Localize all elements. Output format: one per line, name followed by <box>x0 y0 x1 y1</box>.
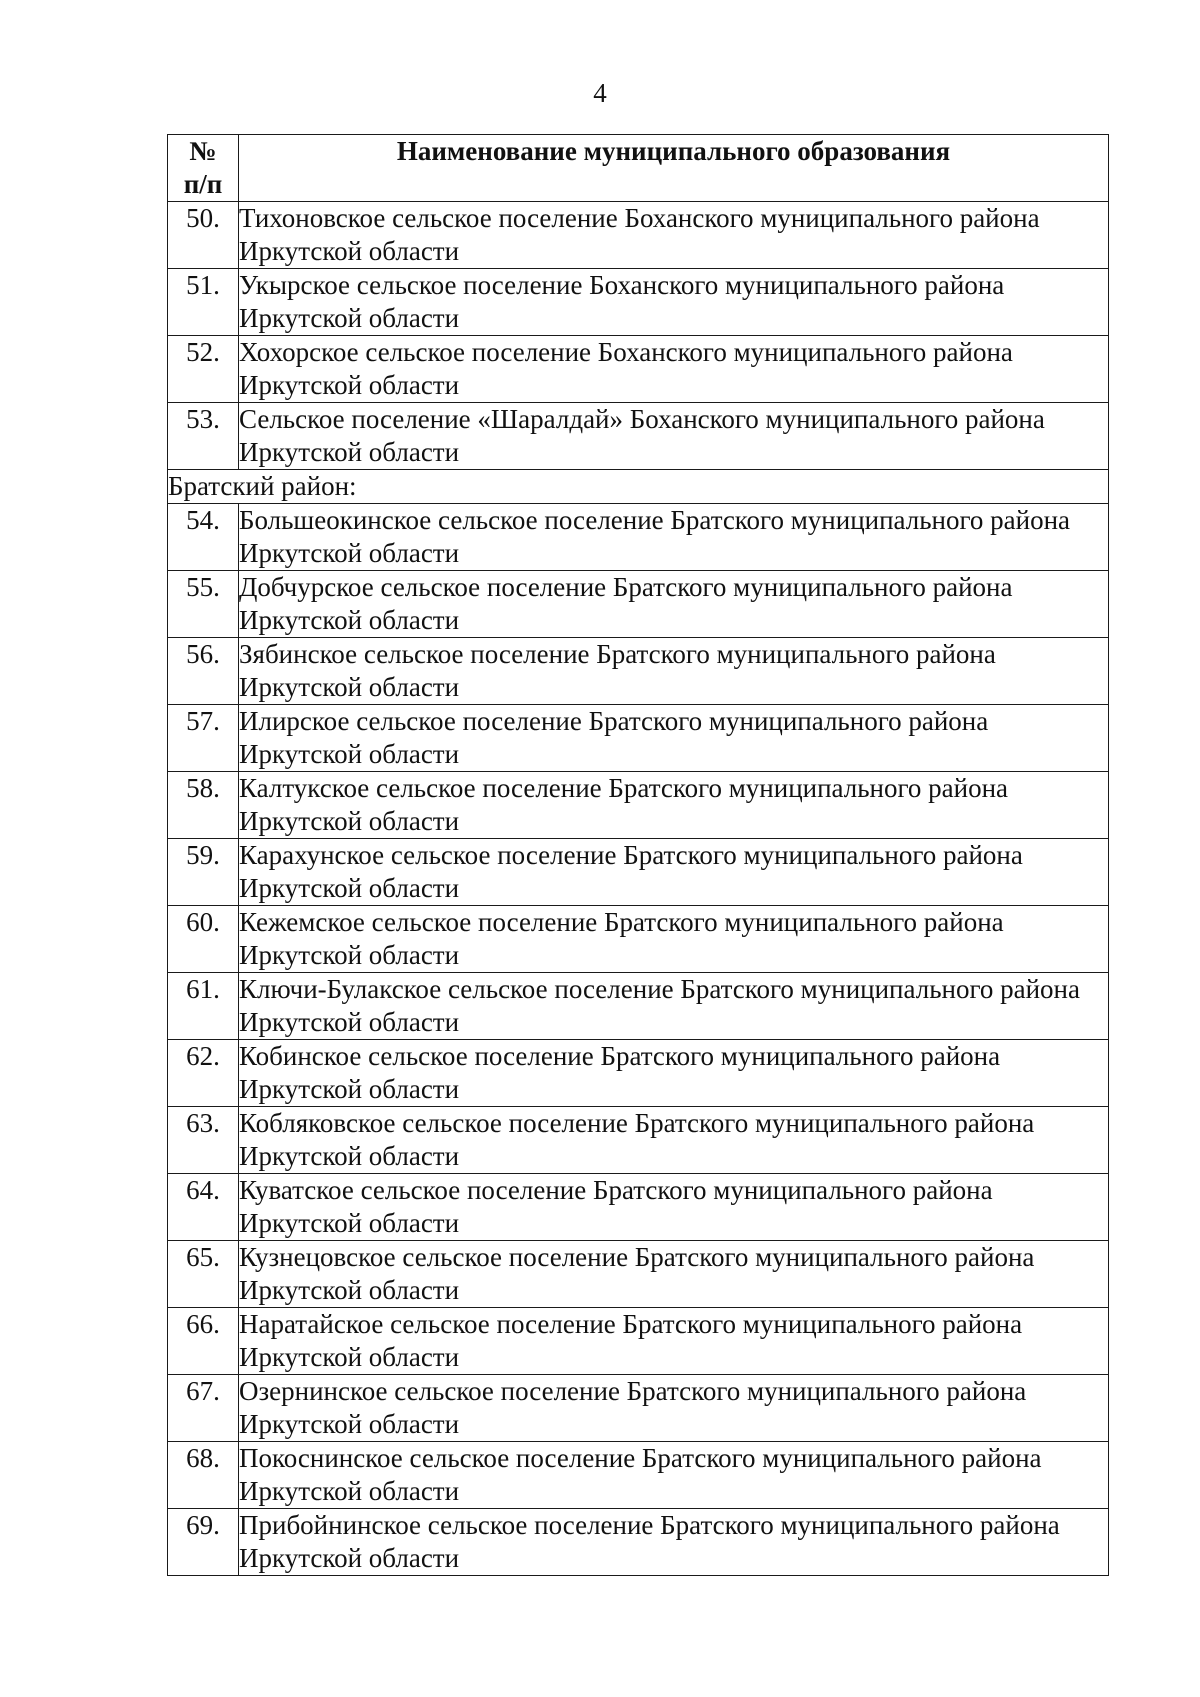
table-row <box>168 1308 1109 1375</box>
municipality-name: Озернинское сельское поселение Братского муниципального района Иркутской области <box>239 1375 1109 1442</box>
municipality-name: Илирское сельское поселение Братского муниципального района Иркутской области <box>239 705 1109 772</box>
table-row <box>168 571 1109 638</box>
table-row <box>168 772 1109 839</box>
municipality-name: Калтукское сельское поселение Братского муниципального района Иркутской области <box>239 772 1109 839</box>
column-header-name: Наименование муниципального образования <box>239 135 1109 202</box>
municipality-name: Кобляковское сельское поселение Братского муниципального района Иркутской области <box>239 1107 1109 1174</box>
municipality-name: Большеокинское сельское поселение Братского муниципального района Иркутской области <box>239 504 1109 571</box>
table-row <box>168 504 1109 571</box>
table-row <box>168 973 1109 1040</box>
municipality-name: Добчурское сельское поселение Братского муниципального района Иркутской области <box>239 571 1109 638</box>
municipality-name: Кузнецовское сельское поселение Братского муниципального района Иркутской области <box>239 1241 1109 1308</box>
municipality-name: Хохорское сельское поселение Боханского муниципального района Иркутской области <box>239 336 1109 403</box>
row-number: 61. <box>168 973 239 1040</box>
table-row <box>168 1174 1109 1241</box>
row-number: 59. <box>168 839 239 906</box>
group-label: Братский район: <box>168 470 1109 504</box>
table-row <box>168 1040 1109 1107</box>
table-section-group <box>168 470 1109 504</box>
row-number: 68. <box>168 1442 239 1509</box>
table-section-bokhan <box>168 202 1109 470</box>
row-number: 56. <box>168 638 239 705</box>
table-row <box>168 638 1109 705</box>
page-number: 4 <box>593 78 607 108</box>
municipality-name: Кобинское сельское поселение Братского муниципального района Иркутской области <box>239 1040 1109 1107</box>
row-number: 55. <box>168 571 239 638</box>
row-number: 58. <box>168 772 239 839</box>
municipality-name: Куватское сельское поселение Братского муниципального района Иркутской области <box>239 1174 1109 1241</box>
municipality-name: Наратайское сельское поселение Братского муниципального района Иркутской области <box>239 1308 1109 1375</box>
table-row <box>168 1509 1109 1576</box>
row-number: 67. <box>168 1375 239 1442</box>
table-row <box>168 1375 1109 1442</box>
municipality-name: Тихоновское сельское поселение Боханского муниципального района Иркутской области <box>239 202 1109 269</box>
table-row <box>168 1442 1109 1509</box>
table-row <box>168 839 1109 906</box>
table-row <box>168 906 1109 973</box>
municipality-name: Укырское сельское поселение Боханского муниципального района Иркутской области <box>239 269 1109 336</box>
municipality-name: Карахунское сельское поселение Братского муниципального района Иркутской области <box>239 839 1109 906</box>
row-number: 50. <box>168 202 239 269</box>
row-number: 64. <box>168 1174 239 1241</box>
table-row <box>168 336 1109 403</box>
municipality-name: Зябинское сельское поселение Братского муниципального района Иркутской области <box>239 638 1109 705</box>
row-number: 65. <box>168 1241 239 1308</box>
row-number: 53. <box>168 403 239 470</box>
row-number: 51. <box>168 269 239 336</box>
municipality-name: Ключи-Булакское сельское поселение Братского муниципального района Иркутской области <box>239 973 1109 1040</box>
municipalities-table <box>167 134 1109 1576</box>
table-row <box>168 705 1109 772</box>
municipality-name: Прибойнинское сельское поселение Братского муниципального района Иркутской области <box>239 1509 1109 1576</box>
row-number: 54. <box>168 504 239 571</box>
table-section-bratsk <box>168 504 1109 1576</box>
row-number: 62. <box>168 1040 239 1107</box>
table-row <box>168 1241 1109 1308</box>
number-sign: № <box>189 136 217 166</box>
row-number: 52. <box>168 336 239 403</box>
row-number: 60. <box>168 906 239 973</box>
municipality-name: Кежемское сельское поселение Братского муниципального района Иркутской области <box>239 906 1109 973</box>
row-number: 63. <box>168 1107 239 1174</box>
table-row <box>168 269 1109 336</box>
row-number: 66. <box>168 1308 239 1375</box>
row-number: 57. <box>168 705 239 772</box>
table-row <box>168 202 1109 269</box>
row-number: 69. <box>168 1509 239 1576</box>
table-header-row <box>168 135 1109 202</box>
table-row <box>168 403 1109 470</box>
group-row <box>168 470 1109 504</box>
column-header-number <box>168 135 239 202</box>
municipality-name: Покоснинское сельское поселение Братского муниципального района Иркутской области <box>239 1442 1109 1509</box>
table-row <box>168 1107 1109 1174</box>
municipality-name: Сельское поселение «Шаралдай» Боханского муниципального района Иркутской области <box>239 403 1109 470</box>
number-abbrev: п/п <box>183 169 223 199</box>
